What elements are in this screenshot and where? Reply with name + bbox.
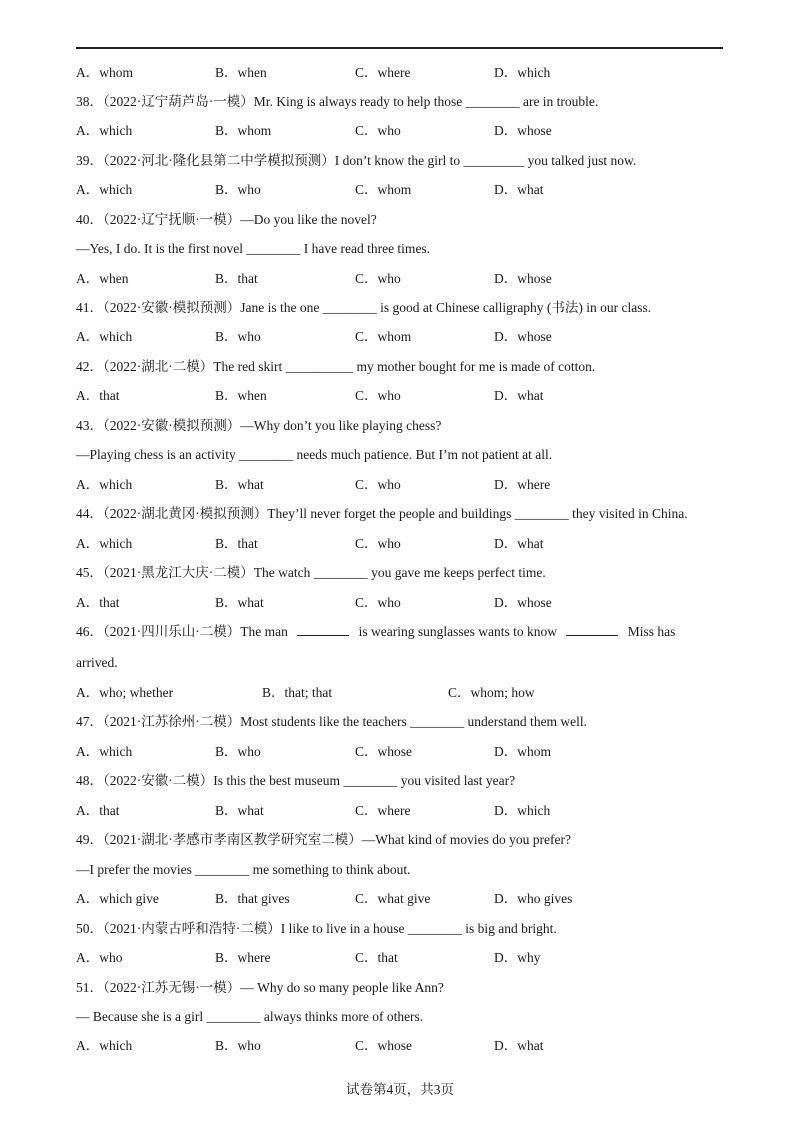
q48-option-d: D．which — [494, 803, 551, 818]
q50-option-c: C．that — [355, 950, 398, 965]
q50-stem: 50．（2021·内蒙古呼和浩特·二模）I like to live in a house ________ is big and bright. — [76, 921, 557, 936]
q47-option-d: D．whom — [494, 744, 551, 759]
q41-option-b: B．who — [215, 329, 261, 344]
q47-option-b: B．who — [215, 744, 261, 759]
q39-option-c: C．whom — [355, 182, 412, 197]
q51-option-d: D．what — [494, 1038, 544, 1053]
q45-stem: 45．（2021·黑龙江大庆·二模）The watch ________ you gave me keeps perfect time. — [76, 565, 546, 580]
q46-blank-1 — [297, 623, 349, 636]
q46-option-b: B．that; that — [262, 685, 333, 700]
q44-option-a: A．which — [76, 536, 133, 551]
q48-option-c: C．where — [355, 803, 411, 818]
q42-option-b: B．when — [215, 388, 267, 403]
q49-option-a: A．which give — [76, 891, 159, 906]
q45-option-a: A．that — [76, 595, 120, 610]
q40-option-d: D．whose — [494, 271, 552, 286]
q46-stem — [76, 623, 736, 641]
q38-option-d: D．whose — [494, 123, 552, 138]
q38-option-c: C．who — [355, 123, 401, 138]
q49-option-d: D．who gives — [494, 891, 573, 906]
q50-option-b: B．where — [215, 950, 271, 965]
q40-option-c: C．who — [355, 271, 401, 286]
q38-stem: 38．（2022·辽宁葫芦岛·一模）Mr. King is always ready to help those ________ are in trouble. — [76, 94, 599, 109]
q51-option-a: A．which — [76, 1038, 133, 1053]
q44-stem: 44．（2022·湖北黄冈·模拟预测）They’ll never forget the people and buildings ________ they visited in China. — [76, 506, 688, 521]
q42-option-a: A．that — [76, 388, 120, 403]
q46-stem-line2: arrived. — [76, 655, 118, 670]
q49-option-b: B．that gives — [215, 891, 290, 906]
q40-option-b: B．that — [215, 271, 258, 286]
q43-stem: 43．（2022·安徽·模拟预测）—Why don’t you like playing chess? — [76, 418, 442, 433]
q51-option-c: C．whose — [355, 1038, 412, 1053]
q47-option-c: C．whose — [355, 744, 412, 759]
q50-option-d: D．why — [494, 950, 541, 965]
q44-option-b: B．that — [215, 536, 258, 551]
q43-option-b: B．what — [215, 477, 264, 492]
q49-stem: 49．（2021·湖北·孝感市孝南区教学研究室二模）—What kind of movies do you prefer? — [76, 832, 571, 847]
q45-option-b: B．what — [215, 595, 264, 610]
q40-option-a: A．when — [76, 271, 129, 286]
q41-option-c: C．whom — [355, 329, 412, 344]
q42-option-c: C．who — [355, 388, 401, 403]
q38-option-a: A．which — [76, 123, 133, 138]
q46-stem-part2: is wearing sunglasses wants to know — [358, 624, 557, 639]
q51-option-b: B．who — [215, 1038, 261, 1053]
q43-stem-line2: —Playing chess is an activity ________ needs much patience. But I’m not patient at all. — [76, 447, 553, 462]
q51-stem: 51．（2022·江苏无锡·一模）— Why do so many people like Ann? — [76, 980, 444, 995]
q43-option-c: C．who — [355, 477, 401, 492]
q51-stem-line2: — Because she is a girl ________ always thinks more of others. — [76, 1009, 424, 1024]
q49-option-c: C．what give — [355, 891, 431, 906]
q40-stem: 40．（2022·辽宁抚顺·一模）—Do you like the novel? — [76, 212, 377, 227]
q43-option-d: D．where — [494, 477, 551, 492]
q37-option-b: B．when — [215, 65, 267, 80]
page-footer: 试卷第4页，共3页 — [346, 1082, 454, 1097]
q39-stem: 39．（2022·河北·隆化县第二中学模拟预测）I don’t know the girl to _________ you talked just now. — [76, 153, 637, 168]
q48-stem: 48．（2022·安徽·二模）Is this the best museum ________ you visited last year? — [76, 773, 516, 788]
q46-stem-part1: 46．（2021·四川乐山·二模）The man — [76, 624, 288, 639]
q50-option-a: A．who — [76, 950, 123, 965]
q41-stem: 41．（2022·安徽·模拟预测）Jane is the one ________ is good at Chinese calligraphy (书法) in our class. — [76, 300, 652, 315]
q45-option-c: C．who — [355, 595, 401, 610]
q39-option-d: D．what — [494, 182, 544, 197]
top-rule — [76, 47, 723, 49]
q45-option-d: D．whose — [494, 595, 552, 610]
q44-option-d: D．what — [494, 536, 544, 551]
q47-option-a: A．which — [76, 744, 133, 759]
q48-option-b: B．what — [215, 803, 264, 818]
q44-option-c: C．who — [355, 536, 401, 551]
q39-option-b: B．who — [215, 182, 261, 197]
q46-blank-2 — [566, 623, 618, 636]
q43-option-a: A．which — [76, 477, 133, 492]
q41-option-a: A．which — [76, 329, 133, 344]
q47-stem: 47．（2021·江苏徐州·二模）Most students like the teachers ________ understand them well. — [76, 714, 588, 729]
q37-option-d: D．which — [494, 65, 551, 80]
q42-option-d: D．what — [494, 388, 544, 403]
q46-option-a: A．who; whether — [76, 685, 174, 700]
q46-stem-part3: Miss has — [627, 624, 676, 639]
q48-option-a: A．that — [76, 803, 120, 818]
q37-option-a: A．whom — [76, 65, 133, 80]
q41-option-d: D．whose — [494, 329, 552, 344]
q39-option-a: A．which — [76, 182, 133, 197]
q40-stem-line2: —Yes, I do. It is the first novel ________ I have read three times. — [76, 241, 431, 256]
q42-stem: 42．（2022·湖北·二模）The red skirt __________ my mother bought for me is made of cotton. — [76, 359, 596, 374]
q49-stem-line2: —I prefer the movies ________ me something to think about. — [76, 862, 411, 877]
q37-option-c: C．where — [355, 65, 411, 80]
q38-option-b: B．whom — [215, 123, 272, 138]
q46-option-c: C．whom; how — [448, 685, 535, 700]
